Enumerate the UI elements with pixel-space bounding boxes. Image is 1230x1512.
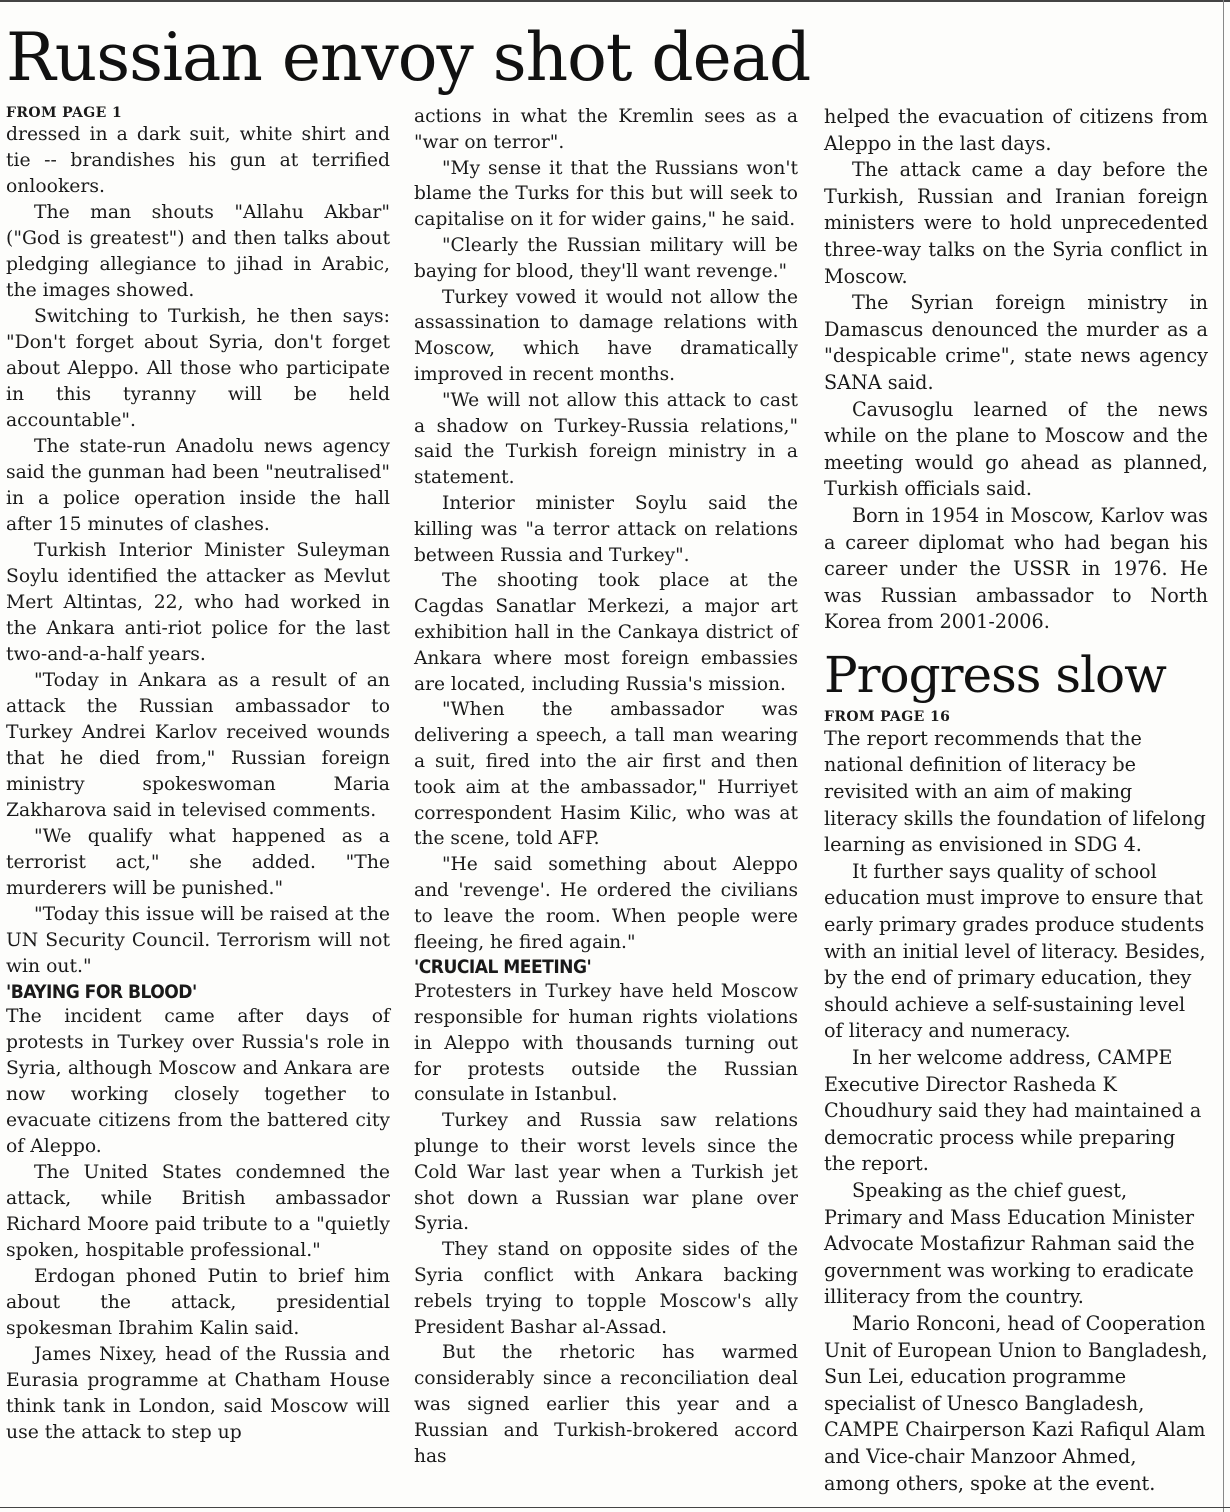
bottom-rule [0,1507,1230,1508]
paragraph: Born in 1954 in Moscow, Karlov was a career diplomat who had began his career under the USSR in 1976. He was Russian ambassador to North Korea from 2001-2006. [824,503,1208,634]
paragraph: They stand on opposite sides of the Syria conflict with Ankara backing rebels trying to topple Moscow's ally President Bashar al-Assad. [414,1239,798,1338]
paragraph: "He said something about Aleppo and 'revenge'. He ordered the civilians to leave the room. When people were fleeing, he fired again." [414,854,798,953]
paragraph: Mario Ronconi, head of Cooperation Unit of European Union to Bangladesh, Sun Lei, education programme specialist of Unesco Bangladesh, CAMPE Chairperson Kazi Rafiqul Alam and Vice-chair Manzoor Ahmed, among others, spoke at the event. [824,1311,1208,1495]
article1-column-2 [414,104,798,1469]
paragraph: The United States condemned the attack, while British ambassador Richard Moore paid tribute to a "quietly spoken, hospitable professional." [6,1162,390,1261]
paragraph: Turkey vowed it would not allow the assassination to damage relations with Moscow, which have dramatically improved in recent months. [414,286,798,385]
article-progress-slow [824,644,1208,1497]
paragraph: helped the evacuation of citizens from Aleppo in the last days. [824,105,1208,155]
paragraph: It further says quality of school education must improve to ensure that early primary grades produce students with an initial level of literacy. Besides, by the end of primary education, they should achieve a self-sustaining level of literacy and numeracy. [824,859,1206,1043]
headline-russian-envoy: Russian envoy shot dead [6,19,811,96]
paragraph: Turkey and Russia saw relations plunge to their worst levels since the Cold War last year when a Turkish jet shot down a Russian war plane over Syria. [414,1110,798,1235]
paragraph: "We qualify what happened as a terrorist act," she added. "The murderers will be punished." [6,826,390,899]
paragraph: dressed in a dark suit, white shirt and tie -- brandishes his gun at terrified onlookers. [6,124,390,197]
paragraph: Switching to Turkish, he then says: "Don't forget about Syria, don't forget about Aleppo. All those who participate in this tyranny will be held accountable". [6,306,390,431]
paragraph: The state-run Anadolu news agency said the gunman had been "neutralised" in a police operation inside the hall after 15 minutes of clashes. [6,436,390,535]
paragraph: "Today in Ankara as a result of an attack the Russian ambassador to Turkey Andrei Karlov received wounds that he died from," Russian foreign ministry spokeswoman Maria Zakharova said in televised comments. [6,670,390,821]
paragraph: "My sense it that the Russians won't blame the Turks for this but will seek to capitalise on it for wider gains," he said. [414,157,798,231]
paragraph: The Syrian foreign ministry in Damascus denounced the murder as a "despicable crime", state news agency SANA said. [824,291,1208,394]
paragraph: Protesters in Turkey have held Moscow responsible for human rights violations in Aleppo with thousands turning out for protests outside the Russian consulate in Istanbul. [414,981,798,1106]
from-page-kicker: FROM PAGE 16 [824,708,951,725]
right-rule [1223,0,1224,1512]
paragraph: The incident came after days of protests in Turkey over Russia's role in Syria, although Moscow and Ankara are now working closely together to evacuate citizens from the battered city of Aleppo. [6,1006,390,1157]
subhead-crucial-meeting: 'CRUCIAL MEETING' [414,956,592,979]
paragraph: "We will not allow this attack to cast a shadow on Turkey-Russia relations," said the Turkish foreign ministry in a statement. [414,389,798,489]
paragraph: "When the ambassador was delivering a speech, a tall man wearing a suit, fired into the air first and then took aim at the ambassador," Hurriyet correspondent Hasim Kilic, who was at the scene, told AFP. [414,699,798,850]
paragraph: Interior minister Soylu said the killing was "a terror attack on relations between Russia and Turkey". [414,492,798,566]
paragraph: The shooting took place at the Cagdas Sanatlar Merkezi, a major art exhibition hall in the Cankaya district of Ankara where most foreign embassies are located, including Russia's mission. [414,570,798,695]
paragraph: Cavusoglu learned of the news while on the plane to Moscow and the meeting would go ahead as planned, Turkish officials said. [824,397,1208,501]
paragraph: But the rhetoric has warmed considerably since a reconciliation deal was signed earlier this year and a Russian and Turkish-brokered accord has [414,1342,798,1467]
paragraph: James Nixey, head of the Russia and Eurasia programme at Chatham House think tank in London, said Moscow will use the attack to step up [6,1344,390,1443]
paragraph: "Clearly the Russian military will be baying for blood, they'll want revenge." [414,234,798,282]
top-rule [0,0,1230,2]
article1-column-1 [6,104,390,1446]
subhead-baying-for-blood: 'BAYING FOR BLOOD' [6,981,197,1003]
paragraph: actions in what the Kremlin sees as a "war on terror". [414,106,798,153]
paragraph: "Today this issue will be raised at the UN Security Council. Terrorism will not win out." [6,904,390,977]
paragraph: The attack came a day before the Turkish, Russian and Iranian foreign ministers were to hold unprecedented three-way talks on the Syria conflict in Moscow. [824,158,1208,288]
paragraph: Speaking as the chief guest, Primary and Mass Education Minister Advocate Mostafizur Rahman said the government was working to eradicate illiteracy from the country. [824,1178,1195,1309]
paragraph: In her welcome address, CAMPE Executive Director Rasheda K Choudhury said they had maintained a democratic process while preparing the report. [824,1046,1202,1176]
from-page-kicker: FROM PAGE 1 [6,105,123,121]
paragraph: The man shouts "Allahu Akbar" ("God is greatest") and then talks about pledging allegiance to jihad in Arabic, the images showed. [6,202,390,301]
headline-progress-slow: Progress slow [824,645,1166,704]
paragraph: The report recommends that the national definition of literacy be revisited with an aim of making literacy skills the foundation of lifelong learning as envisioned in SDG 4. [824,726,1206,857]
paragraph: Erdogan phoned Putin to brief him about the attack, presidential spokesman Ibrahim Kalin said. [6,1266,390,1339]
article1-column-3 [824,104,1208,1497]
paragraph: Turkish Interior Minister Suleyman Soylu identified the attacker as Mevlut Mert Altintas, 22, who had worked in the Ankara anti-riot police for the last two-and-a-half years. [6,540,390,665]
